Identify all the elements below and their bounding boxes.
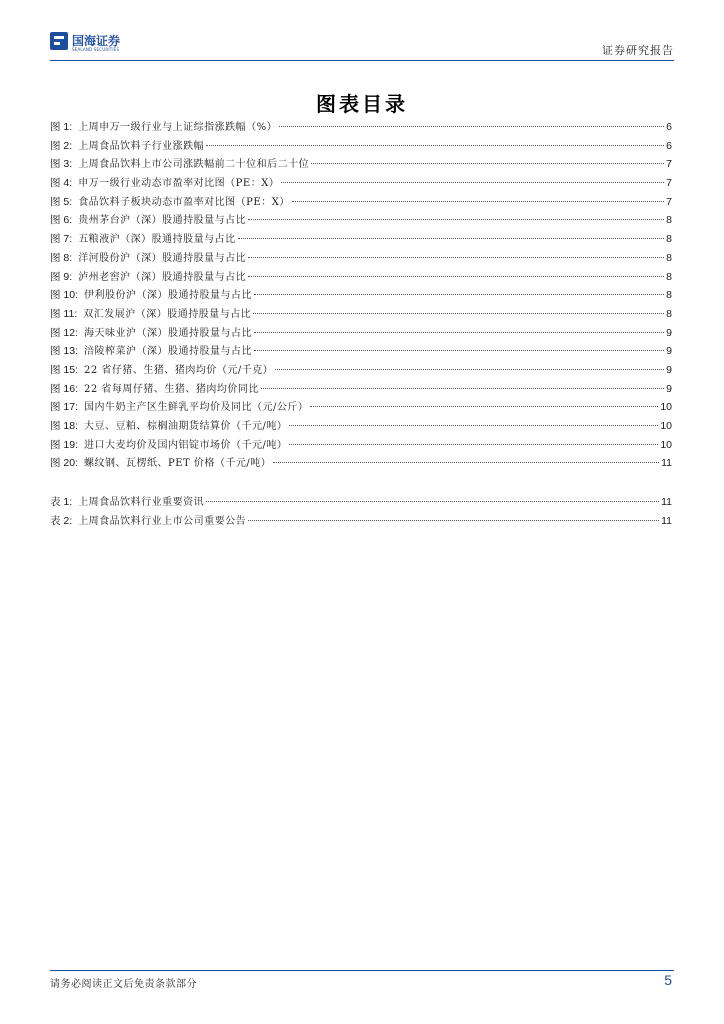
dot-leader — [279, 126, 664, 127]
figure-number: 图 19: — [50, 438, 79, 451]
figure-number: 图 9: — [50, 270, 73, 283]
dot-leader — [248, 257, 664, 258]
dot-leader — [292, 201, 664, 202]
figure-entry[interactable] — [50, 342, 672, 361]
dot-leader — [248, 276, 664, 277]
figure-title: 洋河股份沪（深）股通持股量与占比 — [78, 252, 247, 264]
figure-page-number: 9 — [666, 345, 672, 358]
figure-entry[interactable] — [50, 211, 672, 230]
dot-leader — [206, 501, 659, 502]
figure-title: 国内牛奶主产区生鲜乳平均价及同比（元/公斤） — [84, 402, 309, 414]
logo-text: 国海证券 — [72, 34, 121, 48]
table-number: 表 2: — [50, 514, 73, 527]
figure-title: 申万一级行业动态市盈率对比图（PE：X） — [78, 178, 280, 190]
table-of-figures — [50, 118, 672, 530]
figure-entry[interactable] — [50, 305, 672, 324]
dot-leader — [275, 369, 664, 370]
figure-title: 食品饮料子板块动态市盈率对比图（PE：X） — [78, 196, 290, 208]
disclaimer-text: 请务必阅读正文后免责条款部分 — [50, 979, 197, 990]
figure-title: 上周申万一级行业与上证综指涨跌幅（%） — [78, 122, 278, 133]
figure-list — [50, 118, 672, 473]
page-header — [50, 30, 674, 60]
figure-number: 图 18: — [50, 420, 79, 432]
figure-entry[interactable] — [50, 137, 672, 156]
figure-entry[interactable] — [50, 361, 672, 380]
figure-title: 双汇发展沪（深）股通持股量与占比 — [83, 308, 252, 320]
figure-page-number: 8 — [666, 307, 672, 320]
figure-entry[interactable] — [50, 118, 672, 137]
figure-entry[interactable] — [50, 268, 672, 287]
dot-leader — [273, 462, 659, 463]
table-number: 表 1: — [50, 496, 73, 509]
figure-entry[interactable] — [50, 417, 672, 436]
figure-number: 图 15: — [50, 363, 79, 376]
figure-page-number: 6 — [666, 139, 672, 152]
figure-page-number: 8 — [666, 233, 672, 246]
figure-number: 图 7: — [50, 233, 73, 246]
dot-leader — [248, 219, 664, 220]
figure-number: 图 10: — [50, 289, 79, 302]
figure-entry[interactable] — [50, 193, 672, 212]
report-type-label: 证券研究报告 — [602, 44, 674, 57]
dot-leader — [238, 238, 664, 239]
figure-title: 上周食品饮料子行业涨跌幅 — [78, 140, 205, 152]
dot-leader — [261, 388, 664, 389]
table-page-number: 11 — [661, 514, 672, 527]
figure-entry[interactable] — [50, 398, 672, 417]
figure-number: 图 4: — [50, 177, 73, 190]
figure-entry[interactable] — [50, 380, 672, 399]
dot-leader — [254, 332, 664, 333]
figure-title: 贵州茅台沪（深）股通持股量与占比 — [78, 215, 247, 227]
figure-entry[interactable] — [50, 174, 672, 193]
figure-number: 图 5: — [50, 195, 73, 208]
figure-page-number: 9 — [666, 363, 672, 376]
header-divider — [50, 60, 674, 61]
figure-number: 图 16: — [50, 382, 79, 395]
dot-leader — [310, 406, 658, 407]
figure-page-number: 8 — [666, 270, 672, 283]
logo-subtext: SEALAND SECURITIES — [72, 47, 120, 52]
figure-entry[interactable] — [50, 454, 672, 473]
figure-title: 海天味业沪（深）股通持股量与占比 — [84, 327, 253, 339]
toc-title: 图表目录 — [316, 92, 408, 116]
table-title: 上周食品饮料行业上市公司重要公告 — [78, 515, 247, 527]
dot-leader — [254, 294, 664, 295]
figure-title: 泸州老窖沪（深）股通持股量与占比 — [78, 271, 247, 283]
figure-page-number: 7 — [666, 195, 672, 208]
figure-entry[interactable] — [50, 155, 672, 174]
figure-page-number: 10 — [660, 438, 672, 451]
dot-leader — [289, 444, 658, 445]
page-number: 5 — [664, 972, 672, 988]
figure-number: 图 11: — [50, 307, 78, 320]
figure-title: 伊利股份沪（深）股通持股量与占比 — [84, 290, 253, 302]
figure-title: 螺纹钢、瓦楞纸、PET 价格（千元/吨） — [84, 458, 272, 470]
section-gap — [50, 473, 672, 493]
figure-title: 进口大麦均价及国内铝锭市场价（千元/吨） — [84, 439, 288, 451]
figure-number: 图 8: — [50, 251, 73, 264]
figure-title: 22 省仔猪、生猪、猪肉均价（元/千克） — [84, 364, 274, 376]
footer-divider — [50, 970, 674, 971]
figure-number: 图 12: — [50, 326, 79, 339]
dot-leader — [254, 350, 664, 351]
figure-page-number: 8 — [666, 251, 672, 264]
table-entry[interactable] — [50, 512, 672, 531]
figure-entry[interactable] — [50, 249, 672, 268]
figure-title: 涪陵榨菜沪（深）股通持股量与占比 — [84, 346, 253, 358]
figure-entry[interactable] — [50, 230, 672, 249]
figure-page-number: 9 — [666, 382, 672, 395]
table-page-number: 11 — [661, 496, 672, 509]
figure-page-number: 8 — [666, 214, 672, 227]
figure-number: 图 20: — [50, 457, 79, 470]
dot-leader — [206, 145, 664, 146]
table-entry[interactable] — [50, 493, 672, 512]
figure-title: 22 省每周仔猪、生猪、猪肉均价同比 — [84, 383, 259, 395]
table-title: 上周食品饮料行业重要资讯 — [78, 497, 205, 509]
figure-page-number: 9 — [666, 326, 672, 339]
figure-number: 图 13: — [50, 345, 79, 358]
dot-leader — [253, 313, 664, 314]
figure-page-number: 7 — [666, 177, 672, 190]
figure-page-number: 8 — [666, 289, 672, 302]
figure-page-number: 11 — [661, 457, 672, 470]
figure-title: 上周食品饮料上市公司涨跌幅前二十位和后二十位 — [78, 159, 310, 171]
figure-number: 图 6: — [50, 214, 73, 227]
figure-page-number: 7 — [666, 158, 672, 171]
figure-title: 五粮液沪（深）股通持股量与占比 — [78, 234, 236, 246]
dot-leader — [289, 425, 658, 426]
figure-entry[interactable] — [50, 324, 672, 343]
dot-leader — [248, 520, 659, 521]
table-list — [50, 493, 672, 530]
dot-leader — [311, 163, 664, 164]
figure-number: 图 3: — [50, 158, 73, 171]
figure-page-number: 10 — [660, 401, 672, 414]
figure-page-number: 10 — [660, 420, 672, 432]
figure-page-number: 6 — [666, 121, 672, 133]
logo-mark-icon — [50, 32, 68, 50]
figure-entry[interactable] — [50, 286, 672, 305]
figure-entry[interactable] — [50, 436, 672, 455]
dot-leader — [281, 182, 664, 183]
figure-number: 图 2: — [50, 139, 73, 152]
figure-number: 图 1: — [50, 121, 73, 133]
figure-number: 图 17: — [50, 401, 79, 414]
figure-title: 大豆、豆粕、棕榈油期货结算价（千元/吨） — [84, 421, 288, 432]
